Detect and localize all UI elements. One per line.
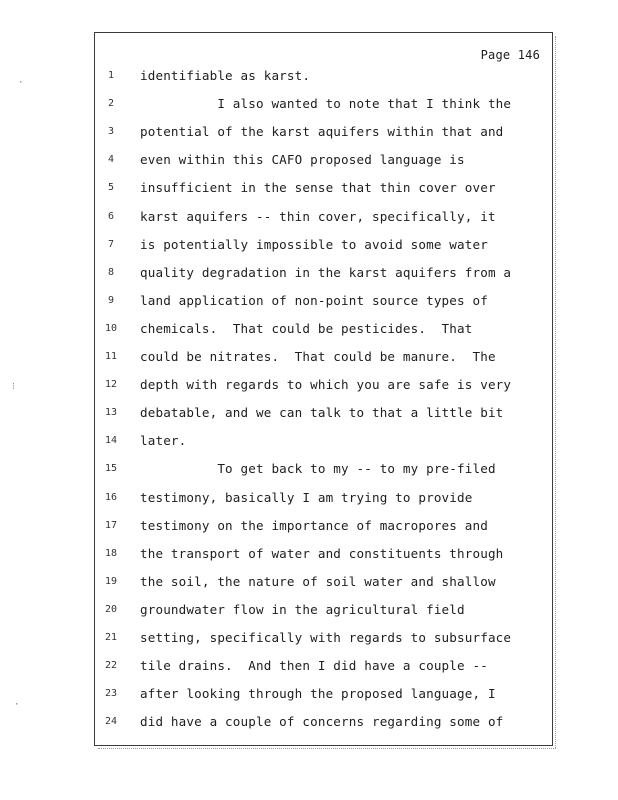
line-number: 17 <box>104 519 118 531</box>
transcript-line: is potentially impossible to avoid some water <box>140 236 488 252</box>
transcript-line: quality degradation in the karst aquifers from a <box>140 264 512 280</box>
transcript-line: depth with regards to which you are safe is very <box>140 377 512 393</box>
line-number: 24 <box>104 716 118 728</box>
line-number: 6 <box>107 210 115 222</box>
line-number: 7 <box>107 238 115 250</box>
line-number: 10 <box>104 322 118 334</box>
line-number: 21 <box>104 632 118 643</box>
transcript-line: after looking through the proposed language, I <box>140 686 496 702</box>
line-number: 16 <box>104 491 118 503</box>
transcript-line: the transport of water and constituents through <box>140 545 504 561</box>
line-number: 9 <box>107 294 115 306</box>
line-number: 19 <box>104 575 118 587</box>
transcript-line: groundwater flow in the agricultural field <box>140 601 465 617</box>
transcript-line: the soil, the nature of soil water and shallow <box>140 573 496 589</box>
transcript-line: did have a couple of concerns regarding some of <box>140 714 504 730</box>
line-number: 20 <box>104 603 118 615</box>
line-number: 13 <box>104 407 118 419</box>
transcript-line: even within this CAFO proposed language is <box>140 152 465 168</box>
line-number: 23 <box>104 688 118 700</box>
line-number: 12 <box>104 379 118 391</box>
page-edge-bottom <box>98 748 556 750</box>
scan-speck: · <box>18 78 24 88</box>
transcript-line: setting, specifically with regards to subsurface <box>140 630 512 645</box>
transcript-line: debatable, and we can talk to that a little bit <box>140 405 504 421</box>
transcript-line: To get back to my -- to my pre-filed <box>140 461 496 477</box>
transcript-line: testimony on the importance of macropores and <box>140 517 488 533</box>
scan-speck: · <box>14 700 20 710</box>
page-number: Page 146 <box>480 48 540 62</box>
line-number: 18 <box>104 547 118 559</box>
line-number: 14 <box>104 435 118 447</box>
line-number: 2 <box>107 98 115 110</box>
line-number: 5 <box>107 182 115 194</box>
transcript-line: karst aquifers -- thin cover, specifically, it <box>140 208 496 224</box>
transcript-line: potential of the karst aquifers within that and <box>140 124 504 140</box>
transcript-line: tile drains. And then I did have a couple -- <box>140 658 488 674</box>
line-number: 3 <box>107 126 115 138</box>
transcript-line: insufficient in the sense that thin cover over <box>140 180 496 196</box>
transcript-line: could be nitrates. That could be manure. The <box>140 349 496 364</box>
line-number: 11 <box>104 351 118 362</box>
transcript-line: land application of non-point source types of <box>140 292 488 308</box>
transcript-line: identifiable as karst. <box>140 68 311 83</box>
transcript-line: chemicals. That could be pesticides. That <box>140 320 473 336</box>
line-number: 8 <box>107 266 115 278</box>
scan-speck: ⁝ <box>12 382 15 392</box>
transcript-line: testimony, basically I am trying to provide <box>140 489 473 505</box>
transcript-line: later. <box>140 433 187 449</box>
line-number: 1 <box>107 70 115 81</box>
line-number: 15 <box>104 463 118 475</box>
line-number: 22 <box>104 660 118 672</box>
transcript-line: I also wanted to note that I think the <box>140 96 512 112</box>
page-edge-right <box>555 36 557 748</box>
line-number: 4 <box>107 154 115 166</box>
